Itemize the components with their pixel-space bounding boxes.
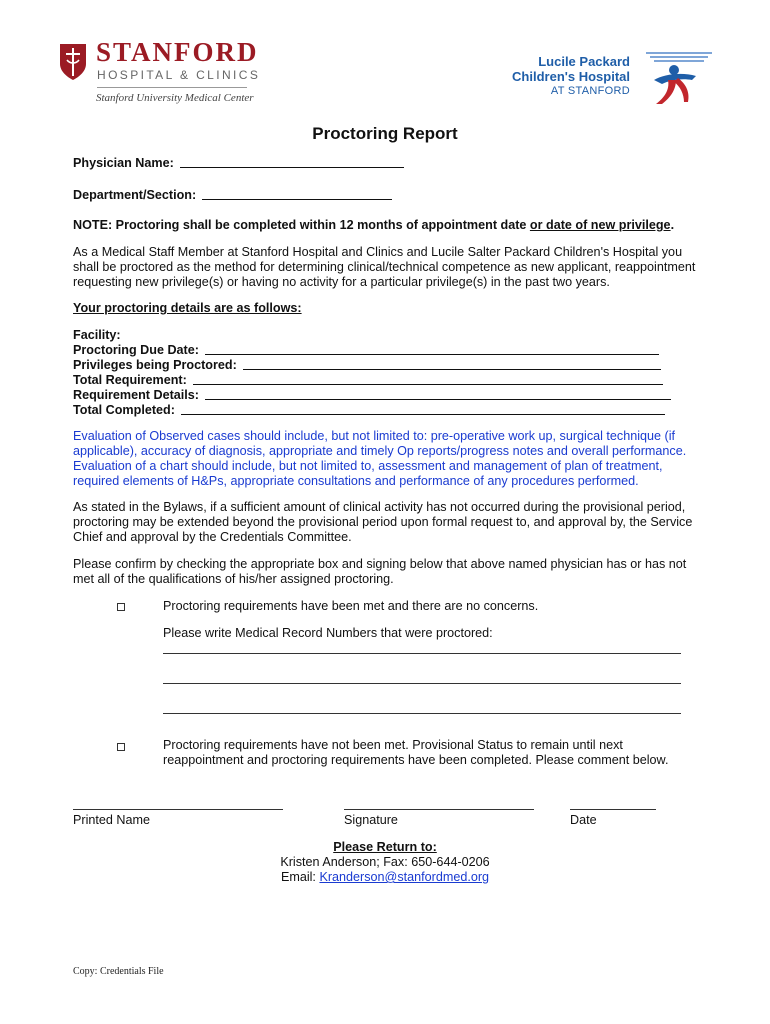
- total-completed-label: Total Completed:: [73, 403, 175, 417]
- department-line[interactable]: [202, 198, 392, 200]
- details-heading: Your proctoring details are as follows:: [73, 301, 302, 315]
- stanford-subtitle: HOSPITAL & CLINICS: [97, 68, 261, 82]
- department-field[interactable]: [73, 188, 392, 202]
- lpch-line-1: Lucile Packard: [538, 54, 630, 69]
- printed-name-line[interactable]: [73, 809, 283, 810]
- printed-name-label: Printed Name: [73, 813, 150, 827]
- requirement-details-label: Requirement Details:: [73, 388, 199, 402]
- note-prefix: NOTE: Proctoring shall be completed within 12 months of appointment date: [73, 218, 530, 232]
- return-heading: Please Return to:: [333, 840, 437, 854]
- return-contact: Kristen Anderson; Fax: 650-644-0206: [280, 855, 490, 869]
- lpch-logo: [510, 50, 720, 110]
- due-date-label: Proctoring Due Date:: [73, 343, 199, 357]
- total-requirement-field[interactable]: [73, 373, 663, 387]
- requirement-details-line[interactable]: [205, 398, 671, 400]
- note-text: [73, 218, 703, 233]
- requirements-not-met-checkbox[interactable]: [117, 743, 125, 751]
- requirement-details-field[interactable]: [73, 388, 671, 402]
- stanford-shield-icon: [58, 42, 88, 82]
- stanford-logo: [58, 37, 261, 110]
- lpch-line-3: AT STANFORD: [550, 85, 630, 97]
- privileges-field[interactable]: [73, 358, 661, 372]
- physician-name-field[interactable]: [73, 156, 404, 170]
- requirements-met-checkbox[interactable]: [117, 603, 125, 611]
- requirements-met-label: Proctoring requirements have been met and there are no concerns.: [163, 599, 539, 613]
- lpch-line-2: Children's Hospital: [512, 69, 630, 84]
- confirm-paragraph: Please confirm by checking the appropriate box and signing below that above named physician has or has not met all of the qualifications of his/her assigned proctoring.: [73, 557, 687, 586]
- requirements-not-met-label: Proctoring requirements have not been met. Provisional Status to remain until next reappointment and proctoring requirements have been completed. Please comment below.: [163, 738, 669, 767]
- date-line[interactable]: [570, 809, 656, 810]
- stanford-wordmark: STANFORD: [96, 37, 259, 67]
- note-suffix: .: [670, 218, 675, 232]
- bylaws-paragraph: As stated in the Bylaws, if a sufficient amount of clinical activity has not occurred during the provisional period, proctoring may be extended beyond the provisional period upon formal request to, and approval by, the Service Chief and approval by the Credentials Committee.: [73, 500, 693, 544]
- stanford-divider: [97, 87, 247, 88]
- stanford-umc: Stanford University Medical Center: [96, 92, 254, 104]
- department-label: Department/Section:: [73, 188, 197, 202]
- date-label: Date: [570, 813, 597, 827]
- physician-name-line[interactable]: [180, 166, 404, 168]
- evaluation-paragraph: Evaluation of Observed cases should include, but not limited to: pre-operative work up, surgical technique (if applicable), accuracy of diagnosis, appropriate and timely Op reports/progress notes and overall performance. Evaluation of a chart should include, but not limited to, assessment and management of plan of treatment, required elements of H&Ps, appropriate consultations and performance of any procedures performed.: [73, 429, 687, 488]
- return-email-row: [0, 870, 770, 885]
- total-requirement-line[interactable]: [193, 383, 663, 385]
- mrn-line-2[interactable]: [163, 683, 681, 684]
- intro-paragraph: As a Medical Staff Member at Stanford Hospital and Clinics and Lucile Salter Packard Children's Hospital you shall be proctored as the method for determining clinical/technical competence as new applicant, reappointment requesting new privilege(s) or having no activity for a particular privilege(s) in the past two years.: [73, 245, 696, 289]
- page-title: Proctoring Report: [312, 124, 458, 143]
- physician-name-label: Physician Name:: [73, 156, 174, 170]
- total-requirement-label: Total Requirement:: [73, 373, 187, 387]
- return-email-link[interactable]: Kranderson@stanfordmed.org: [319, 870, 490, 884]
- privileges-line[interactable]: [243, 368, 661, 370]
- mrn-line-3[interactable]: [163, 713, 681, 714]
- privileges-label: Privileges being Proctored:: [73, 358, 237, 372]
- facility-label: Facility:: [73, 328, 121, 342]
- mrn-line-1[interactable]: [163, 653, 681, 654]
- total-completed-field[interactable]: [73, 403, 665, 417]
- signature-label: Signature: [344, 813, 398, 827]
- signature-line[interactable]: [344, 809, 534, 810]
- note-underlined: or date of new privilege: [529, 218, 671, 232]
- lpch-figure-icon: [634, 50, 716, 106]
- total-completed-line[interactable]: [181, 413, 665, 415]
- mrn-prompt: Please write Medical Record Numbers that were proctored:: [163, 626, 493, 640]
- due-date-line[interactable]: [205, 353, 659, 355]
- footer-copy: Copy: Credentials File: [73, 966, 164, 977]
- return-email-label: Email:: [280, 870, 320, 884]
- due-date-field[interactable]: [73, 343, 659, 357]
- facility-field: [73, 328, 121, 342]
